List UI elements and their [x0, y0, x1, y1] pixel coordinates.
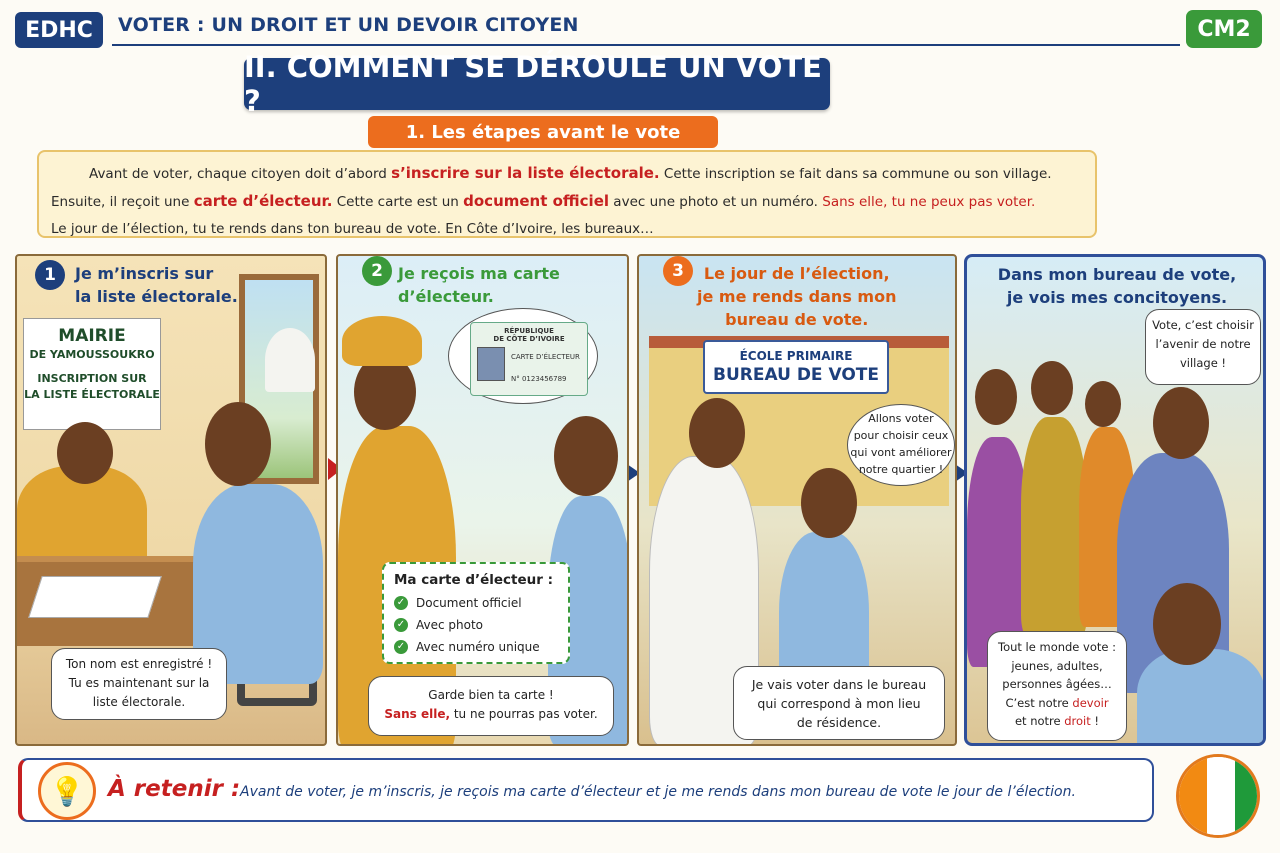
panel-3-title-line: bureau de vote.	[725, 310, 869, 329]
check-icon: ✓	[394, 640, 408, 654]
panel-step-1	[15, 254, 327, 746]
agent-speech-bubble	[368, 676, 614, 736]
boy-narrator-head-illustration	[1153, 583, 1221, 665]
checklist-item	[394, 614, 558, 636]
clerk-speech-bubble	[51, 648, 227, 720]
checklist-item	[394, 592, 558, 614]
header-divider	[112, 44, 1180, 46]
bubble-line: village !	[1179, 356, 1227, 370]
intro-text: avec une photo et un numéro.	[609, 194, 823, 210]
panel-3-title-line: je me rends dans mon	[697, 287, 897, 306]
panel-3-title-line: Le jour de l’élection,	[703, 264, 890, 283]
bubble-line	[369, 705, 613, 724]
bubble-line: liste électorale.	[92, 695, 186, 709]
bubble-line	[988, 694, 1126, 713]
check-icon: ✓	[394, 618, 408, 632]
bubble-text: !	[1090, 714, 1100, 728]
bubble-line: Tout le monde vote :	[998, 640, 1116, 654]
son-speech-bubble	[733, 666, 945, 740]
intro-highlight: carte d’électeur.	[193, 192, 333, 210]
elder-head-illustration	[1153, 387, 1209, 459]
bubble-line	[988, 712, 1126, 731]
panel-4-title	[997, 263, 1237, 309]
card-photo-illustration	[477, 347, 505, 381]
takeaway-text: Avant de voter, je m’inscris, je reçois ma carte d’électeur et je me rends dans mon bureau de vote le jour de l’élection.	[240, 784, 1076, 800]
man-voter-illustration	[1021, 417, 1087, 637]
boy-speech-bubble	[987, 631, 1127, 741]
clerk-head-illustration	[57, 422, 113, 484]
panel-1-title	[75, 262, 238, 308]
card-line: DE CÔTE D’IVOIRE	[493, 335, 565, 343]
sign-line: BUREAU DE VOTE	[713, 365, 879, 385]
bubble-line: l’avenir de notre	[1155, 337, 1251, 351]
intro-text: Cette inscription se fait dans sa commune ou son village.	[659, 166, 1052, 182]
panel-3-title	[697, 262, 896, 331]
panel-4-title-line: Dans mon bureau de vote,	[997, 265, 1237, 284]
intro-line-3: Le jour de l’élection, tu te rends dans ton bureau de vote. En Côte d’Ivoire, les bureaux…	[51, 221, 654, 237]
check-icon: ✓	[394, 596, 408, 610]
checklist-item-label: Document officiel	[416, 596, 522, 610]
boy-narrator-illustration	[1137, 649, 1265, 746]
mairie-sign	[23, 318, 161, 430]
step-number-2: 2	[362, 256, 392, 286]
mairie-sign-line: DE YAMOUSSOUKRO	[29, 348, 155, 361]
panel-step-2	[336, 254, 629, 746]
card-number: N° 0123456789	[511, 375, 567, 383]
panel-2-title	[398, 262, 560, 308]
son-head-illustration	[801, 468, 857, 538]
young-woman-voter-head-illustration	[1085, 381, 1121, 427]
voter-card-checklist	[382, 562, 570, 664]
lightbulb-icon: 💡	[38, 762, 96, 820]
step-number-3: 3	[663, 256, 693, 286]
bubble-line: jeunes, adultes,	[1011, 658, 1103, 673]
bubble-highlight: devoir	[1072, 695, 1109, 710]
panel-step-4	[964, 254, 1266, 746]
thought-bubble	[847, 404, 955, 486]
bubble-line: Ton nom est enregistré !	[65, 657, 213, 671]
mairie-sign-line: INSCRIPTION SUR	[37, 372, 147, 385]
headscarf-illustration	[342, 316, 422, 366]
header-title: VOTER : UN DROIT ET UN DEVOIR CITOYEN	[118, 14, 579, 36]
voter-card-illustration	[470, 322, 588, 396]
panel-2-title-line: d’électeur.	[398, 287, 494, 306]
bubble-text: C’est notre	[1005, 695, 1073, 710]
mairie-sign-line: LA LISTE ÉLECTORALE	[24, 388, 160, 401]
card-label: CARTE D’ÉLECTEUR	[511, 353, 580, 361]
step-number-1: 1	[35, 260, 65, 290]
takeaway-label: À retenir :	[108, 776, 241, 802]
intro-line-1	[51, 160, 1083, 188]
bubble-highlight: droit	[1064, 714, 1091, 728]
sign-line: ÉCOLE PRIMAIRE	[739, 349, 853, 363]
bubble-line: pour choisir ceux	[853, 429, 949, 442]
intro-highlight: document officiel	[463, 192, 610, 210]
bubble-text: et notre	[1014, 714, 1065, 728]
intro-box	[37, 150, 1097, 238]
bubble-text: tu ne pourras pas voter.	[450, 707, 598, 721]
intro-text: Avant de voter, chaque citoyen doit d’abord	[89, 166, 392, 182]
boy-head-illustration	[554, 416, 618, 496]
polling-station-sign	[703, 340, 889, 394]
panel-1-title-line: la liste électorale.	[75, 287, 238, 306]
intro-text: Ensuite, il reçoit une	[51, 194, 194, 210]
elder-speech-bubble	[1145, 309, 1261, 385]
panel-1-title-line: Je m’inscris sur	[75, 264, 214, 283]
woman-voter-head-illustration	[975, 369, 1017, 425]
citizen-head-illustration	[205, 402, 271, 486]
intro-warning: Sans elle, tu ne peux pas voter.	[822, 194, 1036, 210]
intro-line-2	[51, 188, 1083, 216]
intro-text: Cette carte est un	[332, 194, 464, 210]
man-voter-head-illustration	[1031, 361, 1073, 415]
cote-divoire-flag-icon	[1176, 754, 1260, 838]
bubble-line: Vote, c’est choisir	[1152, 318, 1254, 332]
bubble-line: Garde bien ta carte !	[428, 688, 554, 702]
bubble-line: qui vont améliorer	[850, 446, 952, 459]
checklist-item-label: Avec numéro unique	[416, 640, 540, 654]
bubble-line: Allons voter	[868, 412, 934, 425]
bubble-line: personnes âgées…	[1002, 677, 1112, 691]
register-paper-illustration	[28, 576, 162, 618]
father-head-illustration	[689, 398, 745, 468]
bubble-line: qui correspond à mon lieu	[757, 696, 921, 711]
main-title: II. COMMENT SE DÉROULE UN VOTE ?	[244, 58, 830, 110]
subject-badge: EDHC	[15, 12, 103, 48]
checklist-item	[394, 636, 558, 658]
section-subtitle: 1. Les étapes avant le vote	[368, 116, 718, 148]
panel-step-3	[637, 254, 957, 746]
card-line: RÉPUBLIQUE	[504, 327, 554, 335]
checklist-item-label: Avec photo	[416, 618, 484, 632]
bubble-line: Tu es maintenant sur la	[68, 676, 210, 690]
intro-highlight: s’inscrire sur la liste électorale.	[391, 164, 660, 182]
checklist-title: Ma carte d’électeur :	[394, 572, 554, 588]
bubble-line: notre quartier !	[858, 463, 944, 476]
panel-4-title-line: je vois mes concitoyens.	[1006, 288, 1228, 307]
basilica-dome-illustration	[265, 328, 315, 392]
bubble-warning: Sans elle,	[384, 707, 451, 721]
bubble-line: de résidence.	[796, 715, 882, 730]
mairie-sign-line: MAIRIE	[58, 326, 126, 346]
panel-2-title-line: Je reçois ma carte	[398, 264, 560, 283]
level-badge: CM2	[1186, 10, 1262, 48]
bubble-line: Je vais voter dans le bureau	[751, 677, 927, 692]
